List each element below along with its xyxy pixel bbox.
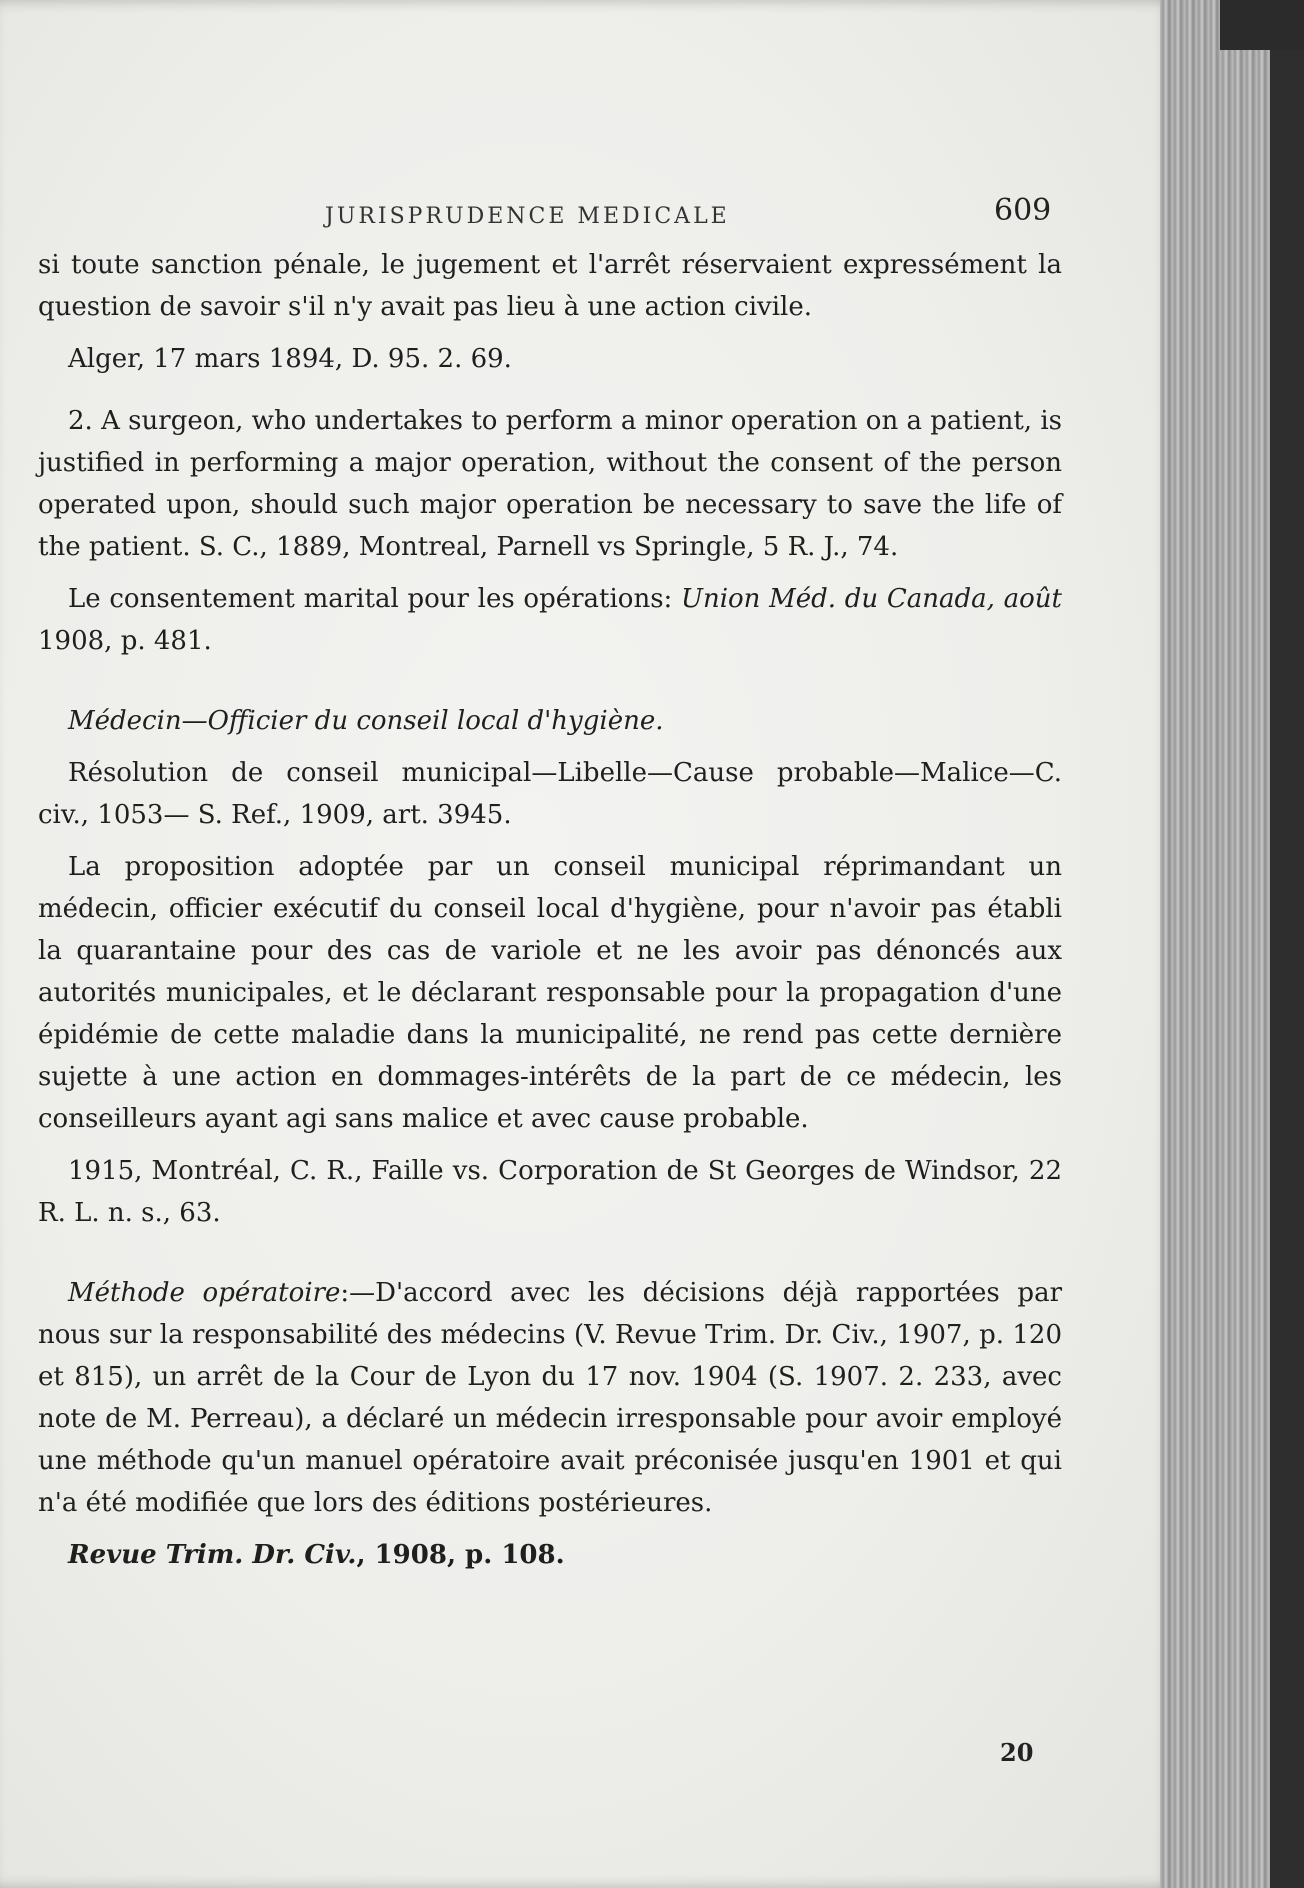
page-text bbox=[38, 193, 1062, 1576]
section-heading-medecin: Médecin—Officier du conseil local d'hygiène. bbox=[68, 706, 664, 736]
paragraph-continuation: si toute sanction pénale, le jugement et l'arrêt réservaient expressément la question de savoir s'il n'y avait pas lieu à une action civile. bbox=[38, 250, 1062, 322]
binding-shadow bbox=[1270, 0, 1304, 1888]
citation-alger: Alger, 17 mars 1894, D. 95. 2. 69. bbox=[68, 344, 512, 374]
revue-ref: , 1908, p. 108. bbox=[356, 1540, 565, 1570]
consentement-journal: Union Méd. du Canada, août bbox=[681, 584, 1062, 614]
consentement-text: Le consentement marital pour les opérations: bbox=[68, 584, 682, 614]
corner-shadow bbox=[1220, 0, 1304, 50]
page-header bbox=[38, 193, 1062, 238]
consentement-ref: 1908, p. 481. bbox=[38, 626, 212, 656]
paragraph-consentement bbox=[38, 578, 1062, 662]
paragraph-resolution: Résolution de conseil municipal—Libelle—Cause probable—Malice—C. civ., 1053— S. Ref., 1909, art. 3945. bbox=[38, 758, 1062, 830]
revue-title: Revue Trim. Dr. Civ. bbox=[68, 1540, 357, 1570]
page-edges bbox=[1160, 0, 1304, 1888]
citation-montreal: 1915, Montréal, C. R., Faille vs. Corporation de St Georges de Windsor, 22 R. L. n. s., 63. bbox=[38, 1156, 1062, 1228]
citation-revue bbox=[38, 1534, 1062, 1576]
running-title: JURISPRUDENCE MEDICALE bbox=[325, 204, 730, 229]
paragraph-surgeon: 2. A surgeon, who undertakes to perform a minor operation on a patient, is justified in performing a major operation, without the consent of the person operated upon, should such major operation be necessary to save the life of the patient. S. C., 1889, Montreal, Parnell vs Springle, 5 R. J., 74. bbox=[38, 406, 1062, 562]
methode-text: :—D'accord avec les décisions déjà rapportées par nous sur la responsabilité des médecins (V. Revue Trim. Dr. Civ., 1907, p. 120 et 815), un arrêt de la Cour de Lyon du 17 nov. 1904 (S. 1907. 2. 233, avec note de M. Perreau), a déclaré un médecin irresponsable pour avoir employé une méthode qu'un manuel opératoire avait préconisée jusqu'en 1901 et qui n'a été modifiée que lors des éditions postérieures. bbox=[38, 1278, 1062, 1518]
paragraph-methode bbox=[38, 1272, 1062, 1524]
paragraph-proposition: La proposition adoptée par un conseil municipal réprimandant un médecin, officier exécutif du conseil local d'hygiène, pour n'avoir pas établi la quarantaine pour des cas de variole et ne les avoir pas dénoncés aux autorités municipales, et le déclarant responsable pour la propagation d'une épidémie de cette maladie dans la municipalité, ne rend pas cette dernière sujette à une action en dommages-intérêts de la part de ce médecin, les conseilleurs ayant agi sans malice et avec cause probable. bbox=[38, 852, 1062, 1134]
signature-mark: 20 bbox=[1000, 1738, 1034, 1767]
methode-heading: Méthode opératoire bbox=[68, 1278, 341, 1308]
page-number: 609 bbox=[994, 193, 1052, 228]
